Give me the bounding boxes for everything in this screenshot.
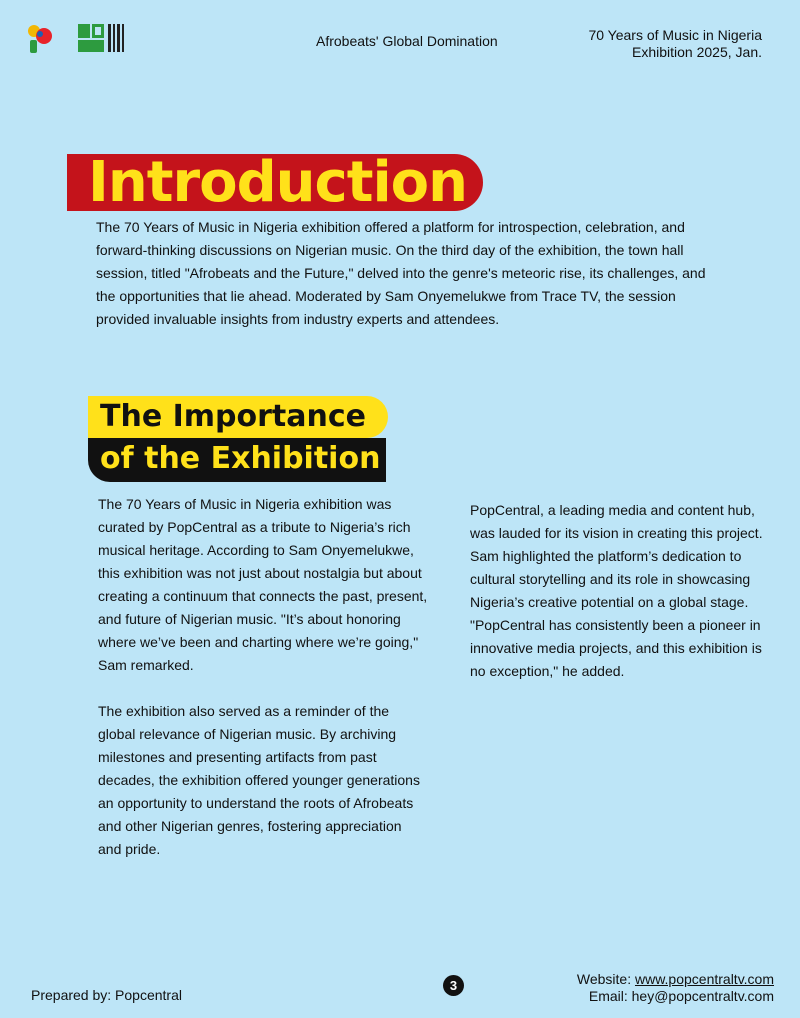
importance-heading-line1: The Importance bbox=[100, 399, 366, 434]
contact-info bbox=[577, 971, 774, 1005]
seventy-years-logo-icon bbox=[78, 24, 126, 54]
importance-left-paragraph-2: The exhibition also served as a reminder of the global relevance of Nigerian music. By archiving milestones and presenting artifacts from past decades, the exhibition offered younger generations an opportunity to understand the roots of Afrobeats and other Nigerian genres, fostering appreciation and pride. bbox=[98, 703, 420, 857]
page-number-badge: 3 bbox=[443, 975, 464, 996]
prepared-by: Prepared by: Popcentral bbox=[31, 987, 182, 1003]
importance-right-paragraph-1: PopCentral, a leading media and content hub, was lauded for its vision in creating this project. Sam highlighted the platform’s dedication to cultural storytelling and its role in showcasing Nigeria’s creative potential on a global stage. "PopCentral has consistently been a pioneer in innovative media projects, and this exhibition is no exception," he added. bbox=[470, 502, 763, 679]
importance-right-column bbox=[470, 499, 770, 706]
intro-heading: Introduction bbox=[88, 150, 468, 215]
email-line: Email: hey@popcentraltv.com bbox=[588, 988, 774, 1004]
header-right-line2: Exhibition 2025, Jan. bbox=[632, 44, 762, 60]
website-line bbox=[577, 971, 774, 988]
importance-left-paragraph-1: The 70 Years of Music in Nigeria exhibition was curated by PopCentral as a tribute to Nigeria’s rich musical heritage. According to Sam Onyemelukwe, this exhibition was not just about nostalgia but about creating a continuum that connects the past, present, and future of Nigerian music. "It’s about honoring where we’ve been and charting where we’re going," Sam remarked. bbox=[98, 496, 428, 673]
header-title: Afrobeats' Global Domination bbox=[316, 33, 498, 49]
website-link[interactable]: www.popcentraltv.com bbox=[634, 971, 774, 987]
importance-heading-line2: of the Exhibition bbox=[100, 441, 381, 476]
header-right-line1: 70 Years of Music in Nigeria bbox=[588, 27, 762, 43]
header-exhibition-info bbox=[588, 27, 762, 61]
popcentral-logo-icon bbox=[28, 22, 54, 54]
website-label: Website: bbox=[576, 971, 635, 987]
intro-paragraph: The 70 Years of Music in Nigeria exhibition offered a platform for introspection, celebration, and forward-thinking discussions on Nigerian music. On the third day of the exhibition, the town hall session, titled "Afrobeats and the Future," delved into the genre's meteoric rise, its challenges, and the opportunities that lie ahead. Moderated by Sam Onyemelukwe from Trace TV, the session provided invaluable insights from industry experts and attendees. bbox=[96, 219, 706, 327]
importance-left-column bbox=[98, 493, 428, 884]
